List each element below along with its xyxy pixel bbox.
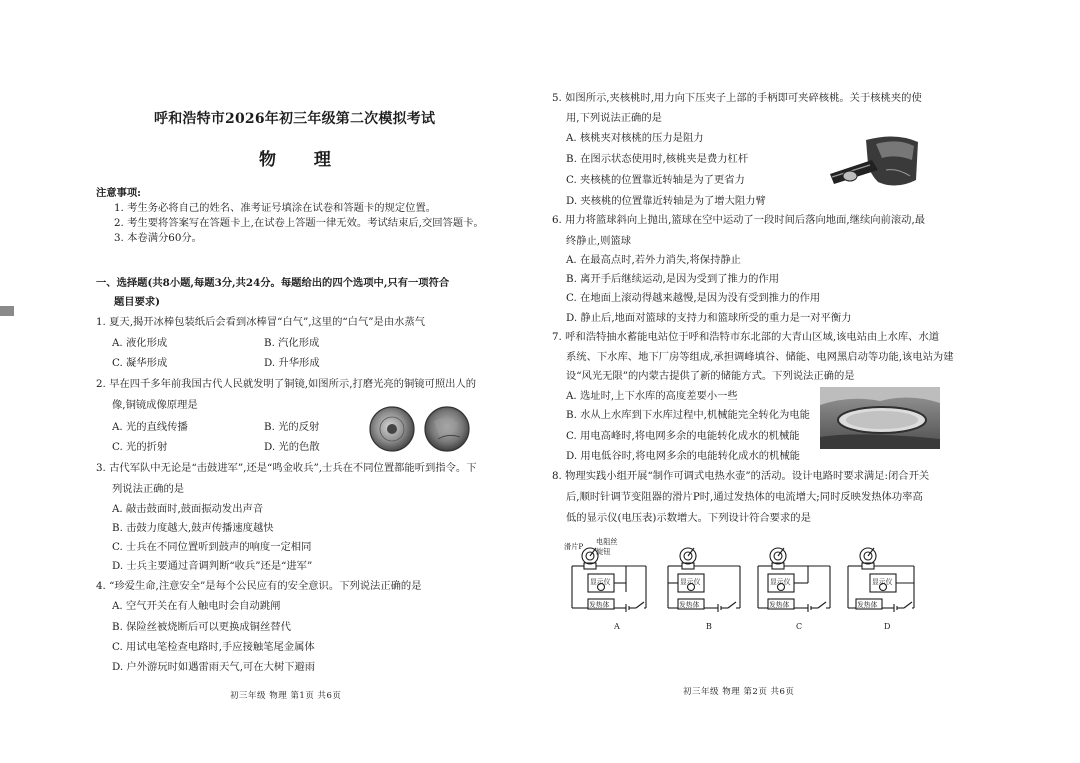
q2-option-b: B. 光的反射 <box>264 421 320 433</box>
q4-option-a: A. 空气开关在有人触电时会自动跳闸 <box>112 600 281 612</box>
q6-option-a: A. 在最高点时,若外力消失,将保持静止 <box>566 254 741 266</box>
circuit-c-option: C <box>796 622 803 631</box>
question-8-stem-cont: 低的显示仪(电压表)示数增大。下列设计符合要求的是 <box>566 512 811 524</box>
q7-option-a: A. 选址时,上下水库的高度差要小一些 <box>566 390 738 402</box>
q5-option-b: B. 在图示状态使用时,核桃夹是费力杠杆 <box>566 153 749 165</box>
circuit-d-heater-label: 发热体 <box>857 601 878 609</box>
q1-option-c: C. 凝华形成 <box>112 357 168 369</box>
q7-option-d: D. 用电低谷时,将电网多余的电能转化成水的机械能 <box>566 450 800 462</box>
q2-option-c: C. 光的折射 <box>112 441 168 453</box>
question-7-stem: 7. 呼和浩特抽水蓄能电站位于呼和浩特市东北部的大青山区域,该电站由上水库、水道 <box>552 331 940 343</box>
q3-option-c: C. 士兵在不同位置听到鼓声的响度一定相同 <box>112 541 312 553</box>
q7-option-c: C. 用电高峰时,将电网多余的电能转化成水的机械能 <box>566 430 800 442</box>
notice-item: 3. 本卷满分60分。 <box>114 232 202 244</box>
q6-option-d: D. 静止后,地面对篮球的支持力和篮球所受的重力是一对平衡力 <box>566 312 852 324</box>
notice-heading: 注意事项: <box>96 187 141 199</box>
circuit-d-display-label: 显示仪 <box>872 578 893 586</box>
section-heading: 一、选择题(共8小题,每题3分,共24分。每题给出的四个选项中,只有一项符合 <box>96 277 450 289</box>
q4-option-b: B. 保险丝被烧断后可以更换成铜丝替代 <box>112 621 291 633</box>
reservoir-image <box>820 387 940 449</box>
question-2-stem-cont: 像,铜镜成像原理是 <box>112 399 198 411</box>
q5-option-d: D. 夹核桃的位置靠近转轴是为了增大阻力臂 <box>566 195 766 207</box>
q3-option-d: D. 士兵主要通过音调判断“收兵”还是“进军” <box>112 560 313 572</box>
circuit-label-slider: 滑片P <box>564 542 584 551</box>
q3-option-b: B. 击鼓力度越大,鼓声传播速度越快 <box>112 522 274 534</box>
circuit-label-knob: 旋钮 <box>596 547 611 556</box>
notice-item: 1. 考生务必将自己的姓名、准考证号填涂在试卷和答题卡的规定位置。 <box>114 202 437 214</box>
circuit-b-heater-label: 发热体 <box>679 601 700 609</box>
question-5-stem-cont: 用,下列说法正确的是 <box>566 112 662 124</box>
question-2-stem: 2. 早在四千多年前我国古代人民就发明了铜镜,如图所示,打磨光亮的铜镜可照出人的 <box>96 378 477 390</box>
q2-option-a: A. 光的直线传播 <box>112 421 188 433</box>
question-6-stem: 6. 用力将篮球斜向上抛出,篮球在空中运动了一段时间后落向地面,继续向前滚动,最 <box>552 214 926 226</box>
question-7-stem-cont: 设“风光无限”的内蒙古提供了新的储能方式。下列说法正确的是 <box>566 370 855 382</box>
question-4-stem: 4. “珍爱生命,注意安全”是每个公民应有的安全意识。下列说法正确的是 <box>96 580 422 592</box>
notice-item: 2. 考生要将答案写在答题卡上,在试卷上答题一律无效。考试结束后,交回答题卡。 <box>114 217 484 229</box>
scan-edge-mark <box>0 306 14 316</box>
q1-option-b: B. 汽化形成 <box>264 337 320 349</box>
exam-title: 呼和浩特市2026年初三年级第二次模拟考试 <box>154 111 436 127</box>
question-1-stem: 1. 夏天,揭开冰棒包装纸后会看到冰棒冒“白气”,这里的“白气”是由水蒸气 <box>96 316 426 328</box>
q6-option-c: C. 在地面上滚动得越来越慢,是因为没有受到推力的作用 <box>566 292 821 304</box>
question-3-stem: 3. 古代军队中无论是“击鼓进军”,还是“鸣金收兵”,士兵在不同位置都能听到指令。下 <box>96 462 477 474</box>
question-8-stem: 8. 物理实践小组开展“制作可调式电热水壶”的活动。设计电路时要求满足:闭合开关 <box>552 470 930 482</box>
page-footer: 初三年级 物理 第1页 共6页 <box>230 691 342 701</box>
question-7-stem-cont: 系统、下水库、地下厂房等组成,承担调峰填谷、储能、电网黑启动等功能,该电站为建 <box>566 351 954 363</box>
q5-option-a: A. 核桃夹对核桃的压力是阻力 <box>566 132 704 144</box>
q3-option-a: A. 敲击鼓面时,鼓面振动发出声音 <box>112 503 264 515</box>
circuit-label-wire: 电阻丝 <box>596 537 618 546</box>
q1-option-d: D. 升华形成 <box>264 357 320 369</box>
walnut-cracker-image <box>826 130 922 194</box>
circuit-a-display-label: 显示仪 <box>590 578 611 586</box>
q2-option-d: D. 光的色散 <box>264 441 320 453</box>
exam-subject: 物 理 <box>259 150 347 170</box>
question-3-stem-cont: 列说法正确的是 <box>112 483 185 495</box>
circuit-b-display-label: 显示仪 <box>680 578 701 586</box>
q5-option-c: C. 夹核桃的位置靠近转轴是为了更省力 <box>566 174 745 186</box>
page-footer: 初三年级 物理 第2页 共6页 <box>683 687 795 697</box>
circuit-a-option: A <box>614 622 620 631</box>
circuit-d-option: D <box>884 622 891 631</box>
bronze-mirror-image <box>368 405 474 453</box>
q4-option-d: D. 户外游玩时如遇雷雨天气,可在大树下避雨 <box>112 661 316 673</box>
circuit-a-heater-label: 发热体 <box>589 601 610 609</box>
q6-option-b: B. 离开手后继续运动,是因为受到了推力的作用 <box>566 273 780 285</box>
q1-option-a: A. 液化形成 <box>112 337 168 349</box>
circuit-c-display-label: 显示仪 <box>770 578 791 586</box>
circuit-c-heater-label: 发热体 <box>769 601 790 609</box>
question-5-stem: 5. 如图所示,夹核桃时,用力向下压夹子上部的手柄即可夹碎核桃。关于核桃夹的使 <box>552 92 922 104</box>
section-heading-cont: 题目要求) <box>114 296 161 308</box>
circuit-b-option: B <box>706 622 712 631</box>
circuit-diagram <box>560 536 920 634</box>
q7-option-b: B. 水从上水库到下水库过程中,机械能完全转化为电能 <box>566 409 810 421</box>
question-6-stem-cont: 终静止,则篮球 <box>566 235 632 247</box>
q4-option-c: C. 用试电笔检查电路时,手应接触笔尾金属体 <box>112 641 315 653</box>
question-8-stem-cont: 后,顺时针调节变阻器的滑片P时,通过发热体的电流增大;同时反映发热体功率高 <box>566 491 923 503</box>
